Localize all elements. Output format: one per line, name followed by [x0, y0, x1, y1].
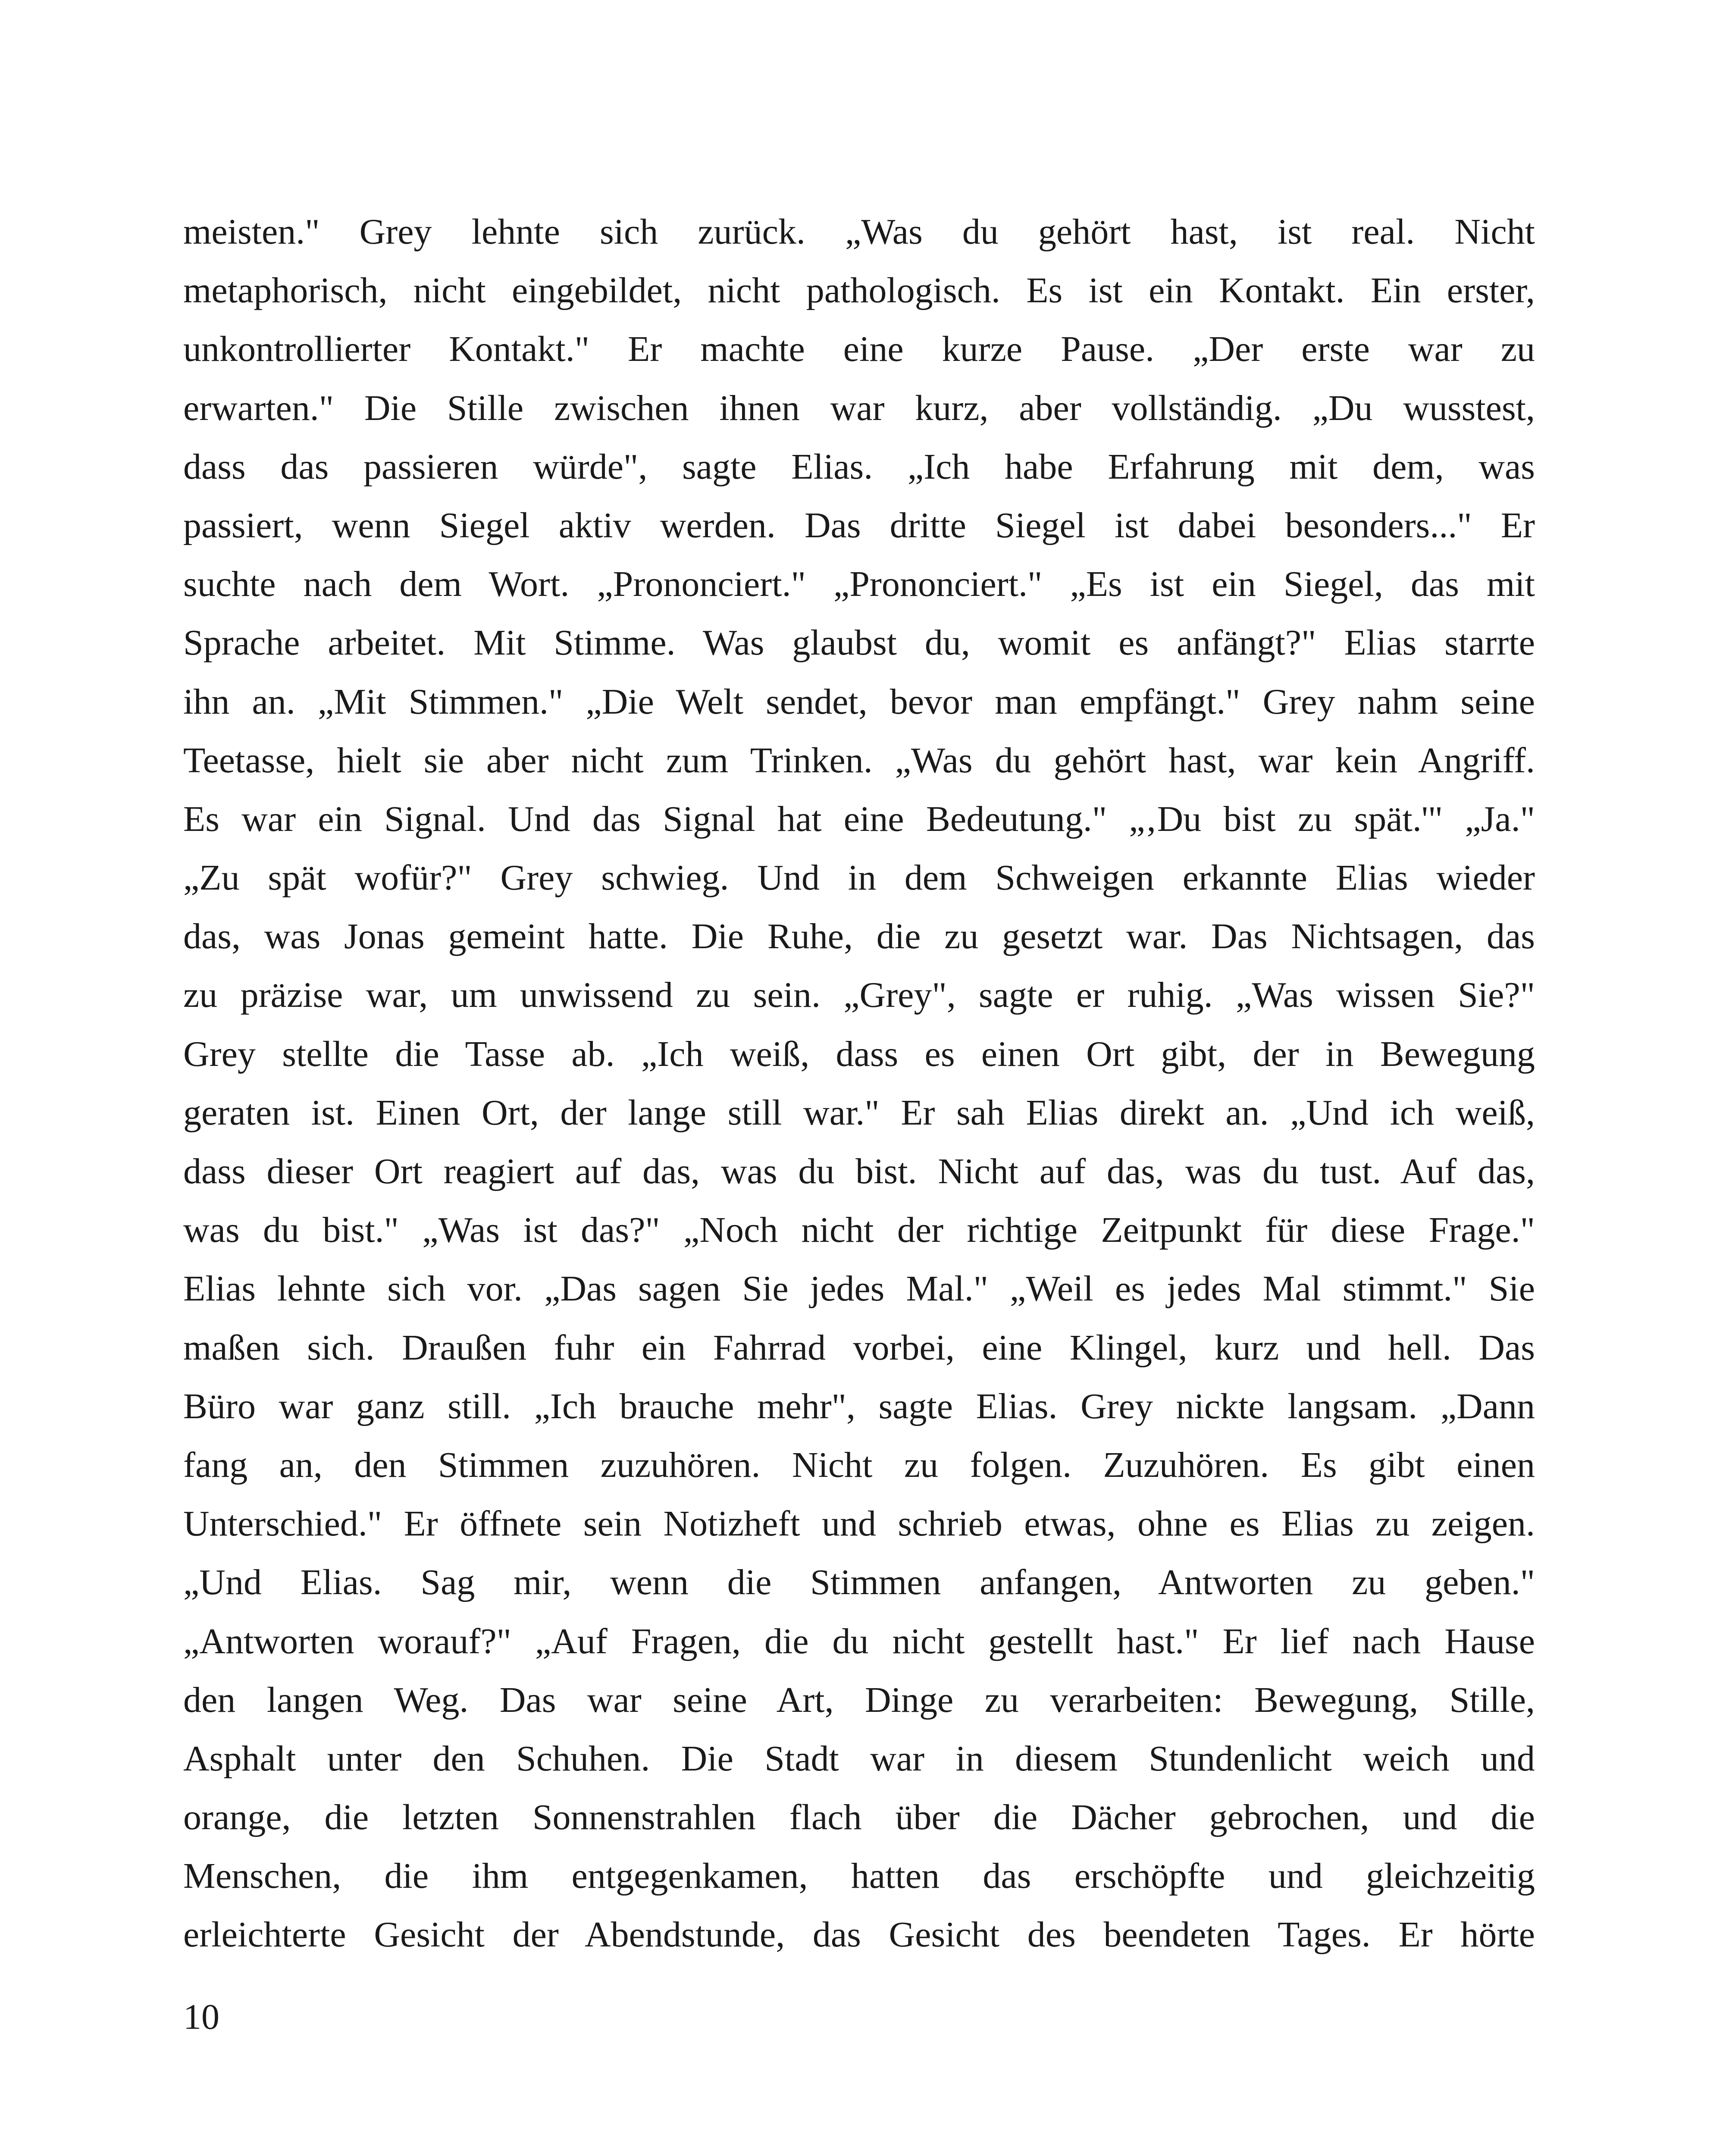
text-line: geraten ist. Einen Ort, der lange still war." Er sah Elias direkt an. „Und ich weiß, [183, 1092, 1535, 1133]
text-line: erleichterte Gesicht der Abendstunde, das Gesicht des beendeten Tages. Er hörte [183, 1915, 1535, 1955]
text-line: das, was Jonas gemeint hatte. Die Ruhe, die zu gesetzt war. Das Nichtsagen, das [183, 916, 1535, 957]
text-line: „Zu spät wofür?" Grey schwieg. Und in dem Schweigen erkannte Elias wieder [183, 858, 1535, 898]
text-line: was du bist." „Was ist das?" „Noch nicht der richtige Zeitpunkt für diese Frage." [183, 1210, 1535, 1250]
text-line: „Antworten worauf?" „Auf Fragen, die du nicht gestellt hast." Er lief nach Hause [183, 1621, 1535, 1661]
text-line: metaphorisch, nicht eingebildet, nicht pathologisch. Es ist ein Kontakt. Ein erster, [183, 270, 1535, 311]
text-line: passiert, wenn Siegel aktiv werden. Das dritte Siegel ist dabei besonders..." Er [183, 505, 1535, 545]
text-line: Asphalt unter den Schuhen. Die Stadt war in diesem Stundenlicht weich und [183, 1738, 1535, 1779]
text-line: „Und Elias. Sag mir, wenn die Stimmen anfangen, Antworten zu geben." [183, 1562, 1535, 1603]
text-line: Unterschied." Er öffnete sein Notizheft und schrieb etwas, ohne es Elias zu zeigen. [183, 1504, 1535, 1544]
text-line: suchte nach dem Wort. „Prononciert." „Prononciert." „Es ist ein Siegel, das mit [183, 564, 1535, 605]
text-line: dass dieser Ort reagiert auf das, was du bist. Nicht auf das, was du tust. Auf das, [183, 1151, 1535, 1191]
text-line: meisten." Grey lehnte sich zurück. „Was du gehört hast, ist real. Nicht [183, 212, 1535, 252]
text-line: dass das passieren würde", sagte Elias. „Ich habe Erfahrung mit dem, was [183, 446, 1535, 487]
text-line: Büro war ganz still. „Ich brauche mehr", sagte Elias. Grey nickte langsam. „Dann [183, 1386, 1535, 1426]
text-line: erwarten." Die Stille zwischen ihnen war kurz, aber vollständig. „Du wusstest, [183, 388, 1535, 428]
text-line: fang an, den Stimmen zuzuhören. Nicht zu folgen. Zuzuhören. Es gibt einen [183, 1445, 1535, 1485]
text-line: Es war ein Signal. Und das Signal hat eine Bedeutung." „‚Du bist zu spät.'" „Ja." [183, 799, 1535, 839]
text-line: zu präzise war, um unwissend zu sein. „Grey", sagte er ruhig. „Was wissen Sie?" [183, 975, 1535, 1015]
body-text [183, 203, 1535, 1965]
text-line: Grey stellte die Tasse ab. „Ich weiß, dass es einen Ort gibt, der in Bewegung [183, 1034, 1535, 1074]
text-line: orange, die letzten Sonnenstrahlen flach über die Dächer gebrochen, und die [183, 1797, 1535, 1838]
text-line: Sprache arbeitet. Mit Stimme. Was glaubst du, womit es anfängt?" Elias starrte [183, 623, 1535, 663]
page-number: 10 [183, 1997, 219, 2037]
text-line: maßen sich. Draußen fuhr ein Fahrrad vorbei, eine Klingel, kurz und hell. Das [183, 1327, 1535, 1368]
text-line: ihn an. „Mit Stimmen." „Die Welt sendet, bevor man empfängt." Grey nahm seine [183, 681, 1535, 722]
text-line: Menschen, die ihm entgegenkamen, hatten das erschöpfte und gleichzeitig [183, 1856, 1535, 1896]
text-line: Teetasse, hielt sie aber nicht zum Trinken. „Was du gehört hast, war kein Angriff. [183, 740, 1535, 780]
text-line: unkontrollierter Kontakt." Er machte eine kurze Pause. „Der erste war zu [183, 329, 1535, 370]
text-line: Elias lehnte sich vor. „Das sagen Sie jedes Mal." „Weil es jedes Mal stimmt." Sie [183, 1269, 1535, 1309]
text-line: den langen Weg. Das war seine Art, Dinge zu verarbeiten: Bewegung, Stille, [183, 1680, 1535, 1720]
